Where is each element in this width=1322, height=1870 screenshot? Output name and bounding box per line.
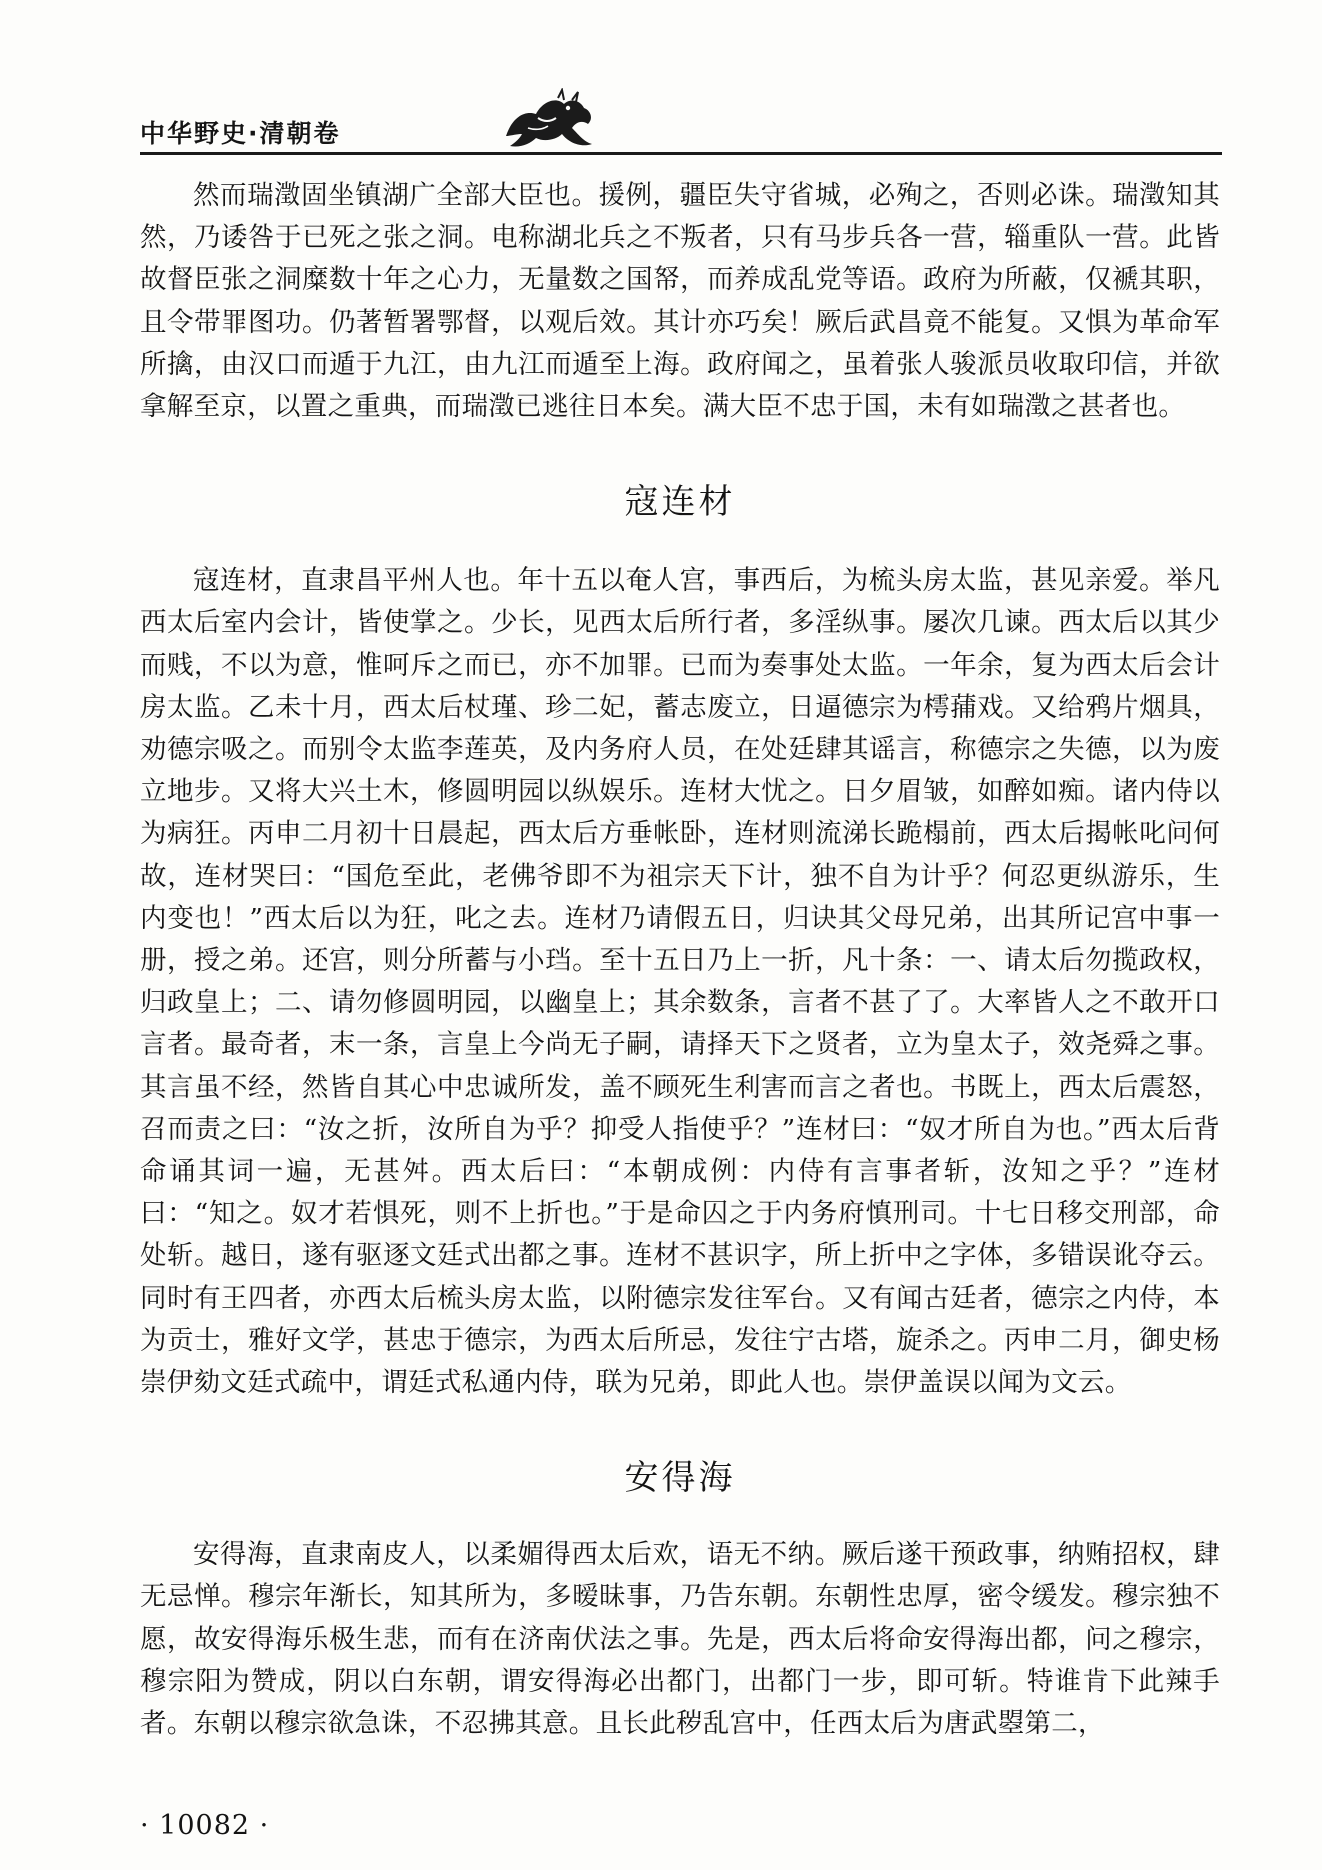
paragraph-an-dehai: 安得海，直隶南皮人，以柔媚得西太后欢，语无不纳。厥后遂干预政事，纳贿招权，肆无忌惮。穆宗年渐长，知其所为，多暧昧事，乃告东朝。东朝性忠厚，密令缓发。穆宗独不愿，故安得海乐极生悲，而有在济南伏法之事。先是，西太后将命安得海出都，问之穆宗，穆宗阳为赞成，阴以白东朝，谓安得海必出都门，出都门一步，即可斩。特谁肯下此辣手者。东朝以穆宗欲急诛，不忍拂其意。且长此秽乱宫中，任西太后为唐武曌第二， bbox=[140, 1539, 1220, 1740]
paragraph-kou-liancai: 寇连材，直隶昌平州人也。年十五以奄人宫，事西后，为梳头房太监，甚见亲爱。举凡西太后室内会计，皆使掌之。少长，见西太后所行者，多淫纵事。屡次几谏。西太后以其少而贱，不以为意，惟呵斥之而已，亦不加罪。已而为奏事处太监。一年余，复为西太后会计房太监。乙未十月，西太后杖瑾、珍二妃，蓄志废立，日逼德宗为樗蒱戏。又给鸦片烟具，劝德宗吸之。而别令太监李莲英，及内务府人员，在处廷肆其谣言，称德宗之失德，以为废立地步。又将大兴土木，修圆明园以纵娱乐。连材大忧之。日夕眉皱，如醉如痴。诸内侍以为病狂。丙申二月初十日晨起，西太后方垂帐卧，连材则流涕长跪榻前，西太后揭帐叱问何故，连材哭曰：“国危至此，老佛爷即不为祖宗天下计，独不自为计乎？何忍更纵游乐，生内变也！”西太后以为狂，叱之去。连材乃请假五日，归诀其父母兄弟，出其所记宫中事一册，授之弟。还宫，则分所蓄与小珰。至十五日乃上一折，凡十条：一、请太后勿揽政权，归政皇上；二、请勿修圆明园，以幽皇上；其余数条，言者不甚了了。大率皆人之不敢开口言者。最奇者，末一条，言皇上今尚无子嗣，请择天下之贤者，立为皇太子，效尧舜之事。其言虽不经，然皆自其心中忠诚所发，盖不顾死生利害而言之者也。书既上，西太后震怒，召而责之曰：“汝之折，汝所自为乎？抑受人指使乎？”连材曰：“奴才所自为也。”西太后背命诵其词一遍，无甚舛。西太后曰：“本朝成例：内侍有言事者斩，汝知之乎？”连材曰：“知之。奴才若惧死，则不上折也。”于是命囚之于内务府慎刑司。十七日移交刑部，命处斩。越日，遂有驱逐文廷式出都之事。连材不甚识字，所上折中之字体，多错误讹夺云。同时有王四者，亦西太后梳头房太监，以附德宗发往军台。又有闻古廷者，德宗之内侍，本为贡士，雅好文学，甚忠于德宗，为西太后所忌，发往宁古塔，旋杀之。丙申二月，御史杨崇伊劾文廷式疏中，谓廷式私通内侍，联为兄弟，即此人也。崇伊盖误以闻为文云。 bbox=[140, 565, 1220, 1399]
dragon-icon bbox=[498, 88, 598, 150]
page-number: · 10082 · bbox=[140, 1810, 270, 1841]
section-title-an-dehai: 安得海 bbox=[624, 1458, 736, 1499]
section-title-kou-liancai: 寇连材 bbox=[624, 482, 736, 523]
paragraph-ruicheng: 然而瑞澂固坐镇湖广全部大臣也。援例，疆臣失守省城，必殉之，否则必诛。瑞澂知其然，乃诿咎于已死之张之洞。电称湖北兵之不叛者，只有马步兵各一营，辎重队一营。此皆故督臣张之洞糜数十年之心力，无量数之国帑，而养成乱党等语。政府为所蔽，仅褫其职，且令带罪图功。仍著暂署鄂督，以观后效。其计亦巧矣！厥后武昌竟不能复。又惧为革命军所擒，由汉口而遁于九江，由九江而遁至上海。政府闻之，虽着张人骏派员收取印信，并欲拿解至京，以置之重典，而瑞澂已逃往日本矣。满大臣不忠于国，未有如瑞澂之甚者也。 bbox=[140, 180, 1220, 423]
book-title: 中华野史·清朝卷 bbox=[140, 119, 341, 148]
page-body bbox=[140, 165, 1220, 1745]
header-rule bbox=[140, 152, 1222, 155]
running-header bbox=[140, 108, 1220, 152]
